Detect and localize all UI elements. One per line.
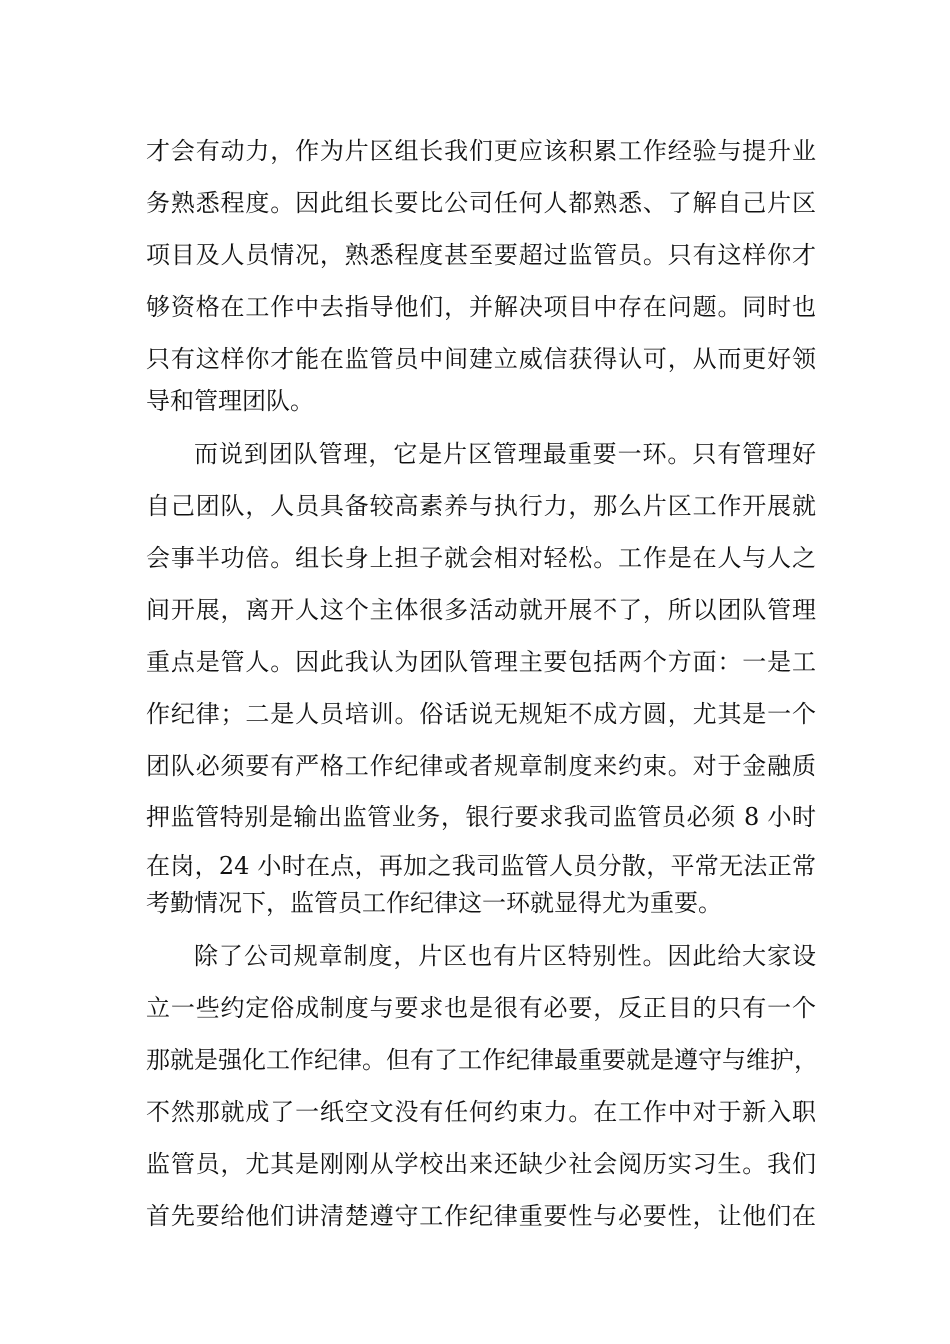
text-line: 会事半功倍。组长身上担子就会相对轻松。工作是在人与人之 (146, 544, 816, 572)
text-line: 才会有动力，作为片区组长我们更应该积累工作经验与提升业 (146, 137, 816, 165)
text-line: 不然那就成了一纸空文没有任何约束力。在工作中对于新入职 (146, 1098, 816, 1126)
text-line: 自己团队，人员具备较高素养与执行力，那么片区工作开展就 (146, 492, 816, 520)
paragraph-first-line: 而说到团队管理，它是片区管理最重要一环。只有管理好 (194, 440, 816, 468)
text-line: 间开展，离开人这个主体很多活动就开展不了，所以团队管理 (146, 596, 816, 624)
text-line: 项目及人员情况，熟悉程度甚至要超过监管员。只有这样你才 (146, 241, 816, 269)
paragraph-first-line: 除了公司规章制度，片区也有片区特别性。因此给大家设 (194, 942, 816, 970)
text-line: 监管员，尤其是刚刚从学校出来还缺少社会阅历实习生。我们 (146, 1150, 816, 1178)
paragraph-end-line: 导和管理团队。 (146, 387, 314, 415)
text-line: 够资格在工作中去指导他们，并解决项目中存在问题。同时也 (146, 293, 816, 321)
text-line: 团队必须要有严格工作纪律或者规章制度来约束。对于金融质 (146, 752, 816, 780)
text-line: 那就是强化工作纪律。但有了工作纪律最重要就是遵守与维护， (146, 1046, 818, 1074)
text-line: 务熟悉程度。因此组长要比公司任何人都熟悉、了解自己片区 (146, 189, 816, 217)
text-line: 只有这样你才能在监管员中间建立威信获得认可，从而更好领 (146, 345, 816, 373)
text-line: 作纪律；二是人员培训。俗话说无规矩不成方圆，尤其是一个 (146, 700, 816, 728)
paragraph-end-line: 考勤情况下，监管员工作纪律这一环就显得尤为重要。 (146, 889, 722, 917)
text-line: 押监管特别是输出监管业务，银行要求我司监管员必须 8 小时 (146, 803, 816, 831)
text-line: 首先要给他们讲清楚遵守工作纪律重要性与必要性，让他们在 (146, 1202, 816, 1230)
text-line: 立一些约定俗成制度与要求也是很有必要，反正目的只有一个 (146, 994, 816, 1022)
text-line: 在岗，24 小时在点，再加之我司监管人员分散，平常无法正常 (146, 852, 816, 880)
text-line: 重点是管人。因此我认为团队管理主要包括两个方面：一是工 (146, 648, 816, 676)
